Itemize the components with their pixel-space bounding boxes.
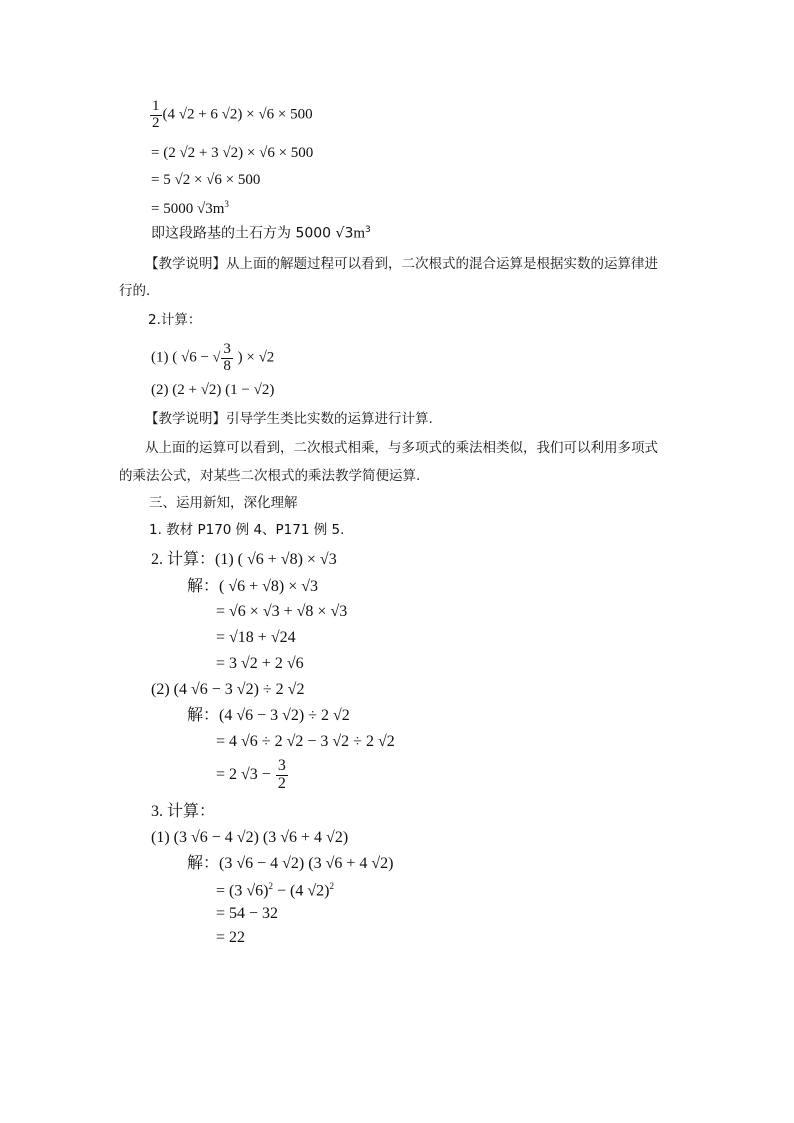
unit-exponent: 3 — [224, 199, 229, 209]
fraction-three-halves — [276, 758, 288, 793]
calc-3-line-4 — [216, 882, 334, 899]
formula-line-4 — [151, 200, 229, 217]
fraction-denominator: 2 — [152, 114, 160, 131]
teaching-note-2: 【教学说明】引导学生类比实数的运算进行计算. — [145, 411, 433, 427]
calc-2-line-9 — [216, 758, 289, 793]
calc-2-line-3: = √6 × √3 + √8 × √3 — [216, 603, 348, 620]
calc-2-line-4: = √18 + √24 — [216, 629, 296, 646]
fraction-numerator: 3 — [277, 757, 286, 774]
formula-line-2: = (2 √2 + 3 √2) × √6 × 500 — [151, 145, 314, 161]
radical-sign-icon: √ — [212, 350, 221, 366]
part-1-prefix: (1) ( √6 − — [151, 349, 209, 366]
conclusion-text: 即这段路基的土石方为 5000 √3 — [151, 225, 354, 242]
exercise-2-part-2: (2) (2 + √2) (1 − √2) — [151, 382, 275, 398]
paragraph-line-2: 的乘法公式，对某些二次根式的乘法教学简便运算. — [119, 468, 421, 484]
calc-3-line-3: 解：(3 √6 − 4 √2) (3 √6 + 4 √2) — [187, 855, 394, 872]
exponent: 2 — [268, 881, 273, 891]
unit: m — [212, 201, 225, 217]
formula-line-3: = 5 √2 × √6 × 500 — [151, 172, 261, 188]
calc-3-line-5: = 54 − 32 — [216, 905, 279, 922]
paragraph-line-1: 从上面的运算可以看到，二次根式相乘，与多项式的乘法相类似，我们可以利用多项式 — [145, 440, 658, 456]
calc-2-line-6: (2) (4 √6 − 3 √2) ÷ 2 √2 — [151, 681, 305, 698]
formula-line-1 — [149, 99, 313, 132]
fraction-denominator: 8 — [223, 357, 231, 374]
conclusion-line — [151, 226, 371, 242]
exercise-2-heading: 2.计算： — [148, 312, 202, 328]
section-3-item-1: 1. 教材 P170 例 4、P171 例 5. — [149, 522, 345, 538]
fraction-half — [150, 99, 162, 132]
calc-3-line-6: = 22 — [216, 929, 246, 946]
formula-line-1-rest: (4 √2 + 6 √2) × √6 × 500 — [162, 106, 313, 123]
calc-3-line-4-b: − (4 √2) — [272, 882, 330, 900]
calc-2-line-9-prefix: = 2 √3 − — [216, 765, 271, 783]
calc-2-line-8: = 4 √6 ÷ 2 √2 − 3 √2 ÷ 2 √2 — [216, 733, 395, 750]
teaching-note-1-line-1: 【教学说明】从上面的解题过程可以看到，二次根式的混合运算是根据实数的运算律进 — [145, 256, 658, 272]
calc-3-line-2: (1) (3 √6 − 4 √2) (3 √6 + 4 √2) — [151, 829, 349, 846]
calc-3-line-4-a: = (3 √6) — [216, 882, 269, 900]
exponent: 2 — [329, 881, 334, 891]
calc-3-heading: 3. 计算： — [151, 803, 216, 820]
teaching-note-1-line-2: 行的. — [119, 283, 151, 299]
fraction-three-eighths — [221, 342, 233, 375]
fraction-numerator: 1 — [152, 98, 160, 114]
section-3-heading: 三、运用新知，深化理解 — [149, 495, 298, 511]
calc-2-line-5: = 3 √2 + 2 √6 — [216, 655, 304, 672]
calc-2-line-1: 2. 计算：(1) ( √6 + √8) × √3 — [151, 551, 337, 568]
fraction-denominator: 2 — [277, 774, 286, 792]
unit-exponent: 3 — [365, 225, 371, 235]
square-root — [213, 342, 234, 375]
part-1-suffix: ) × √2 — [237, 349, 275, 366]
calc-2-line-7: 解：(4 √6 − 3 √2) ÷ 2 √2 — [187, 707, 350, 724]
fraction-numerator: 3 — [223, 341, 231, 357]
calc-2-line-2: 解：( √6 + √8) × √3 — [187, 578, 319, 595]
exercise-2-part-1 — [151, 342, 274, 375]
unit: m — [353, 225, 366, 242]
formula-line-4-value: = 5000 √3 — [151, 201, 213, 217]
